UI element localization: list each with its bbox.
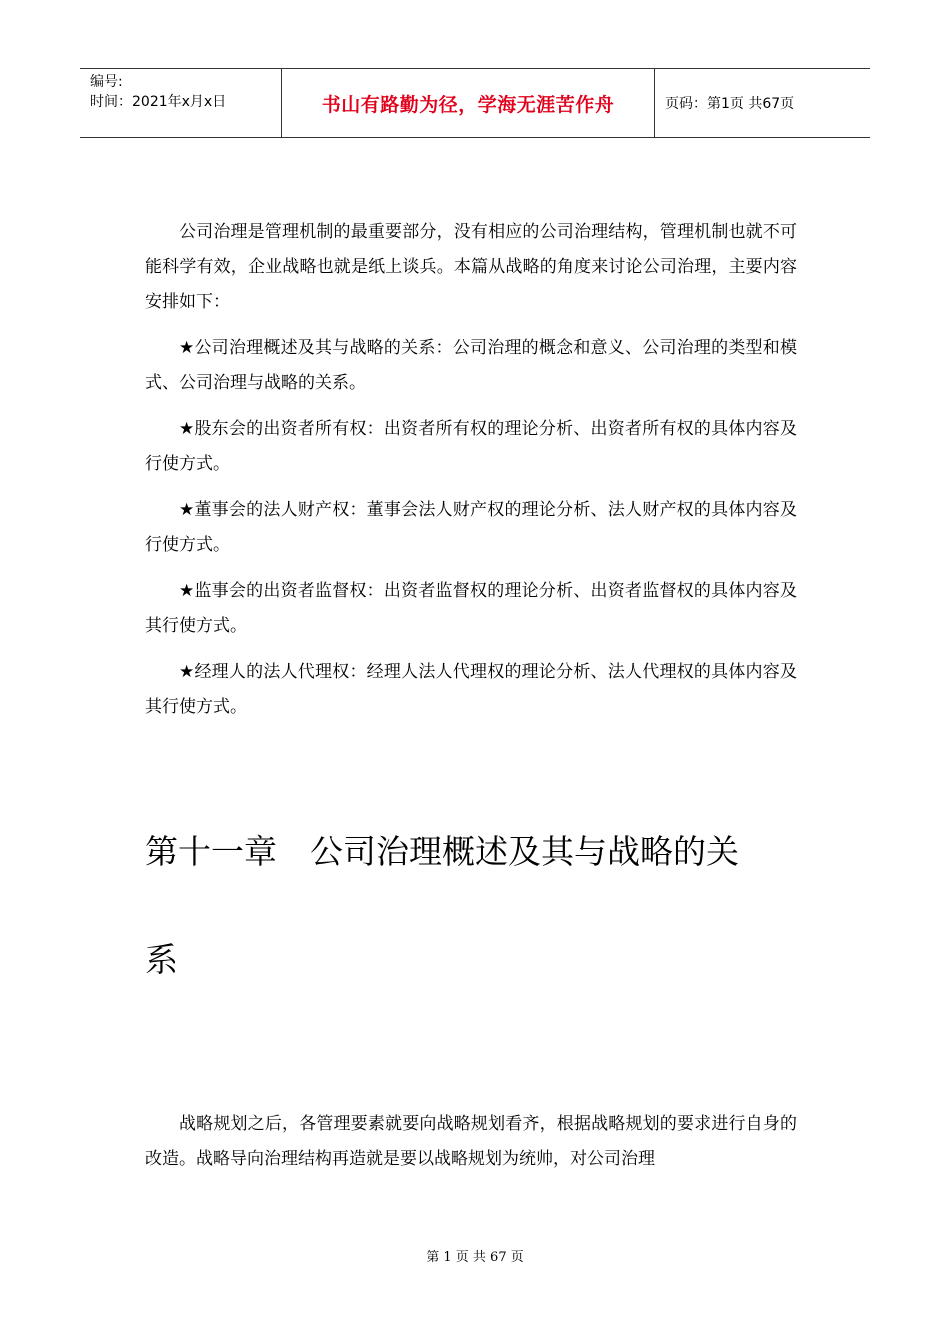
list-item: ★经理人的法人代理权：经理人法人代理权的理论分析、法人代理权的具体内容及其行使方式。 [145, 662, 797, 717]
list-item: ★公司治理概述及其与战略的关系：公司治理的概念和意义、公司治理的类型和模式、公司治理与战略的关系。 [145, 338, 797, 393]
chapter-title [145, 798, 825, 1014]
intro-section [145, 215, 797, 725]
page-footer: 第 1 页 共 67 页 [426, 1250, 524, 1265]
page-header [80, 68, 870, 138]
body-paragraph: 战略规划之后，各管理要素就要向战略规划看齐，根据战略规划的要求进行自身的改造。战略导向治理结构再造就是要以战略规划为统帅，对公司治理 [145, 1114, 797, 1169]
header-motto: 书山有路勤为径，学海无涯苦作舟 [282, 69, 655, 137]
header-meta [80, 69, 282, 137]
intro-paragraph: 公司治理是管理机制的最重要部分，没有相应的公司治理结构，管理机制也就不可能科学有效，企业战略也就是纸上谈兵。本篇从战略的角度来讨论公司治理，主要内容安排如下： [145, 222, 797, 312]
chapter-title-line-1: 第十一章 公司治理概述及其与战略的关 [145, 832, 739, 871]
document-number-label: 编号: [90, 74, 123, 90]
chapter-title-line-2: 系 [145, 940, 178, 979]
document-time-label: 时间：2021年x月x日 [90, 94, 227, 110]
list-item: ★股东会的出资者所有权：出资者所有权的理论分析、出资者所有权的具体内容及行使方式。 [145, 419, 797, 474]
body-section [145, 1107, 797, 1177]
list-item: ★董事会的法人财产权：董事会法人财产权的理论分析、法人财产权的具体内容及行使方式。 [145, 500, 797, 555]
header-page-info: 页码：第1页 共67页 [665, 96, 795, 112]
list-item: ★监事会的出资者监督权：出资者监督权的理论分析、出资者监督权的具体内容及其行使方式。 [145, 581, 797, 636]
